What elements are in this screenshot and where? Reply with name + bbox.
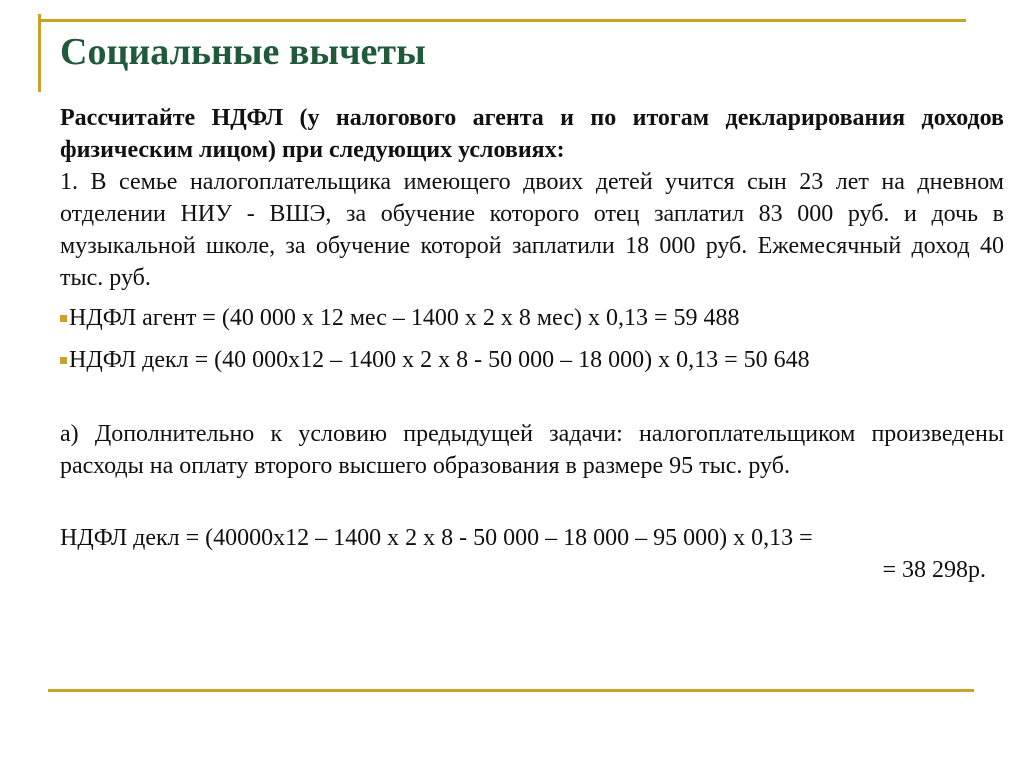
accent-vertical-line [38, 14, 41, 92]
slide-content [60, 102, 1004, 586]
bullet-item-declaration [60, 344, 1004, 376]
task-heading: Рассчитайте НДФЛ (у налогового агента и по итогам декларирования доходов физическим лицом) при следующих условиях: [60, 105, 1004, 163]
bullet-text: НДФЛ агент = (40 000 х 12 мес – 1400 х 2 х 8 мес) х 0,13 = 59 488 [69, 305, 740, 331]
bullet-text: НДФЛ декл = (40 000х12 – 1400 х 2 х 8 - 50 000 – 18 000) х 0,13 = 50 648 [69, 347, 810, 373]
condition-1: 1. В семье налогоплательщика имеющего двоих детей учится сын 23 лет на дневном отделении НИУ - ВШЭ, за обучение которого отец заплатил 83 000 руб. и дочь в музыкальной школе, за обучение которой заплатили 18 000 руб. Ежемесячный доход 40 тыс. руб. [60, 169, 1004, 291]
formula-result: = 38 298р. [882, 557, 986, 583]
slide-title: Социальные вычеты [60, 31, 426, 73]
bullet-item-agent [60, 302, 1004, 334]
accent-top-line [38, 19, 966, 22]
square-bullet-icon [60, 357, 67, 364]
condition-a: а) Дополнительно к условию предыдущей задачи: налогоплательщиком произведены расходы на оплату второго высшего образования в размере 95 тыс. руб. [60, 421, 1004, 479]
square-bullet-icon [60, 315, 67, 322]
accent-bottom-line [48, 689, 974, 692]
formula-line: НДФЛ декл = (40000х12 – 1400 х 2 х 8 - 50 000 – 18 000 – 95 000) х 0,13 = [60, 525, 813, 551]
